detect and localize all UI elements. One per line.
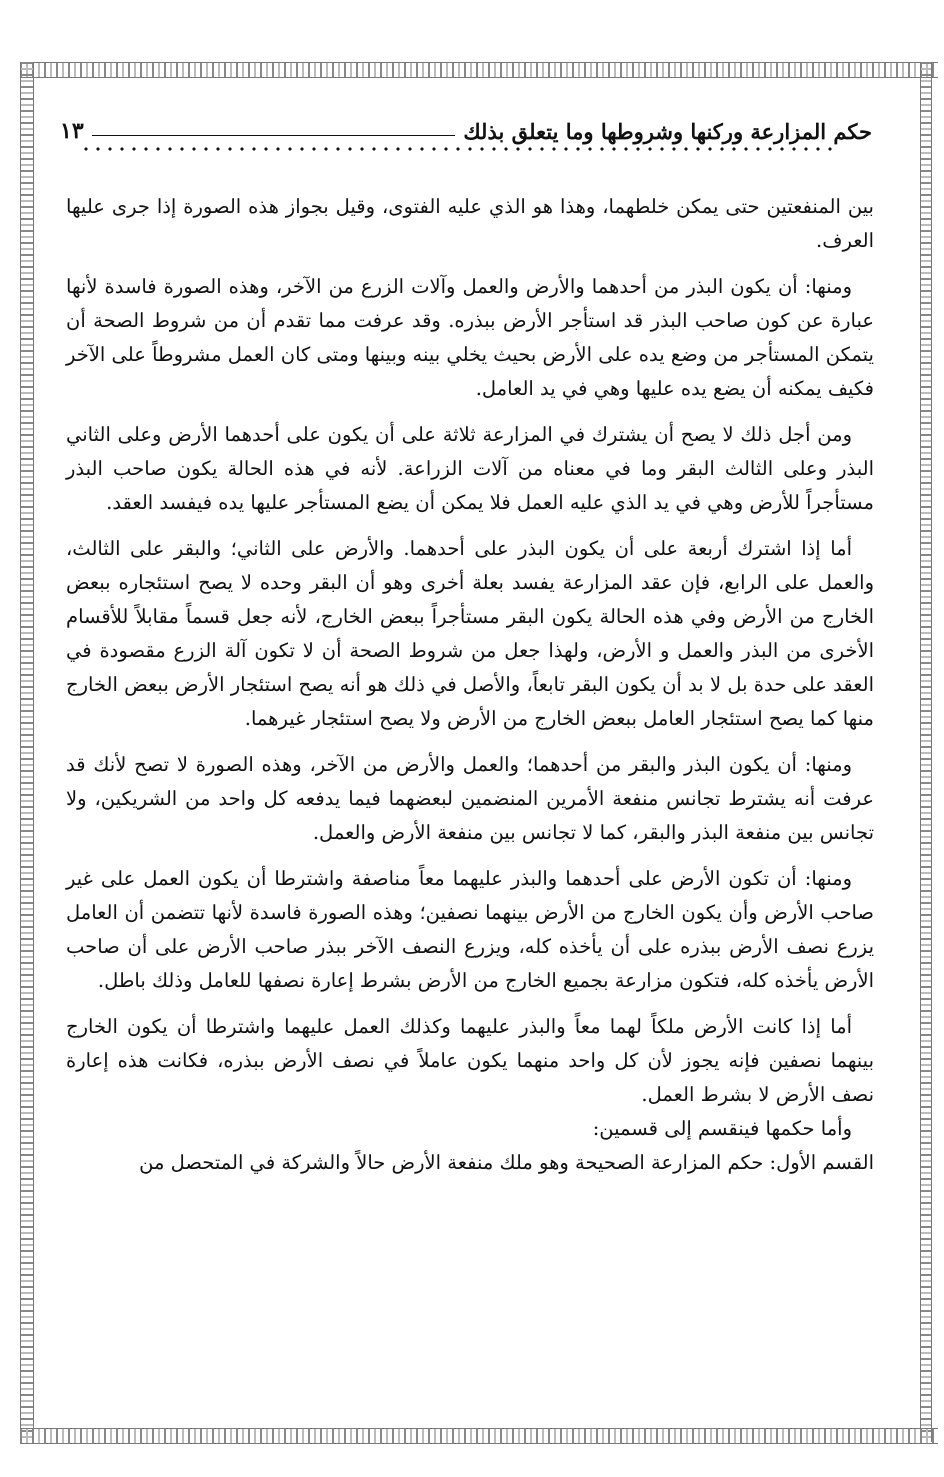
paragraph: ومنها: أن يكون البذر من أحدهما والأرض والعمل وآلات الزرع من الآخر، وهذه الصورة فاسدة لأنها عبارة عن كون صاحب البذر قد استأجر الأرض ببذره. وقد عرفت مما تقدم أن من شروط الصحة أن يتمكن المستأجر من وضع يده على الأرض بحيث يخلي بينه وبينها ومتى كان العمل مشروطاً على الآخر فكيف يمكنه أن يضع يده عليها وهي في يد العامل. — [66, 275, 874, 400]
paragraph: القسم الأول: حكم المزارعة الصحيحة وهو ملك منفعة الأرض حالاً والشركة في المتحصل من — [139, 1151, 874, 1174]
header-rule — [92, 135, 456, 136]
ornamental-border-left — [20, 62, 34, 1442]
ornamental-border-bottom — [20, 1428, 938, 1444]
page-header — [60, 104, 872, 144]
paragraph: ومنها: أن يكون البذر والبقر من أحدهما؛ والعمل والأرض من الآخر، وهذه الصورة لا تصح لأنك قد عرفت أنه يشترط تجانس منفعة الأمرين المنضمين لبعضهما فيما يدفعه كل واحد من الشريكين، ولا تجانس بين منفعة البذر والبقر، كما لا تجانس بين منفعة الأرض والعمل. — [66, 753, 874, 844]
running-title: حكم المزارعة وركنها وشروطها وما يتعلق بذلك — [463, 119, 872, 144]
body-text — [66, 190, 874, 1180]
paragraph: ومن أجل ذلك لا يصح أن يشترك في المزارعة ثلاثة على أن يكون على أحدهما الأرض وعلى الثاني البذر وعلى الثالث البقر وما في معناه من آلات الزراعة. لأنه في هذه الحالة يكون صاحب البذر مستأجراً للأرض وهي في يد الذي عليه العمل فلا يمكن أن يضع المستأجر عليها يده فيفسد العقد. — [66, 423, 874, 514]
paragraph: أما إذا اشترك أربعة على أن يكون البذر على أحدهما. والأرض على الثاني؛ والبقر على الثالث، والعمل على الرابع، فإن عقد المزارعة يفسد بعلة أخرى وهو أن البقر وحده لا يصح استئجاره ببعض الخارج من الأرض وفي هذه الحالة يكون البقر مستأجراً ببعض الخارج، لأنه جعل قسماً مقابلاً للأقسام الأخرى من البذر والعمل و الأرض، ولهذا جعل من شروط الصحة أن لا تكون آلة الزرع مقصودة في العقد على حدة بل لا بد أن يكون البقر تابعاً، والأصل في ذلك هو أنه يصح استئجار الأرض ببعض الخارج منها كما يصح استئجار العامل ببعض الخارج من الأرض ولا يصح استئجار غيرهما. — [66, 537, 874, 730]
ornamental-border-right — [920, 62, 932, 1442]
dotted-separator — [80, 146, 840, 152]
paragraph: أما إذا كانت الأرض ملكاً لهما معاً والبذر عليهما وكذلك العمل عليهما واشترطا أن يكون الخارج بينهما نصفين فإنه يجوز لأن كل واحد منهما يكون عاملاً في نصف الأرض ببذره، فكانت هذه إعارة نصف الأرض لا بشرط العمل. — [66, 1015, 874, 1106]
paragraph: ومنها: أن تكون الأرض على أحدهما والبذر عليهما معاً مناصفة واشترطا أن يكون العمل على غير صاحب الأرض وأن يكون الخارج من الأرض بينهما نصفين؛ وهذه الصورة فاسدة لأنها تتضمن أن العامل يزرع نصف الأرض ببذره على أن يأخذه كله، ويزرع النصف الآخر ببذر صاحب الأرض على أن صاحب الأرض يأخذه كله، فتكون مزارعة بجميع الخارج من الأرض بشرط إعارة نصفها للعامل وذلك باطل. — [66, 867, 874, 992]
page-number: ١٣ — [60, 118, 84, 144]
paragraph: بين المنفعتين حتى يمكن خلطهما، وهذا هو الذي عليه الفتوى، وقيل بجواز هذه الصورة إذا جرى عليها العرف. — [66, 195, 874, 252]
ornamental-border-top — [20, 62, 938, 78]
paragraph: وأما حكمها فينقسم إلى قسمين: — [592, 1117, 852, 1140]
